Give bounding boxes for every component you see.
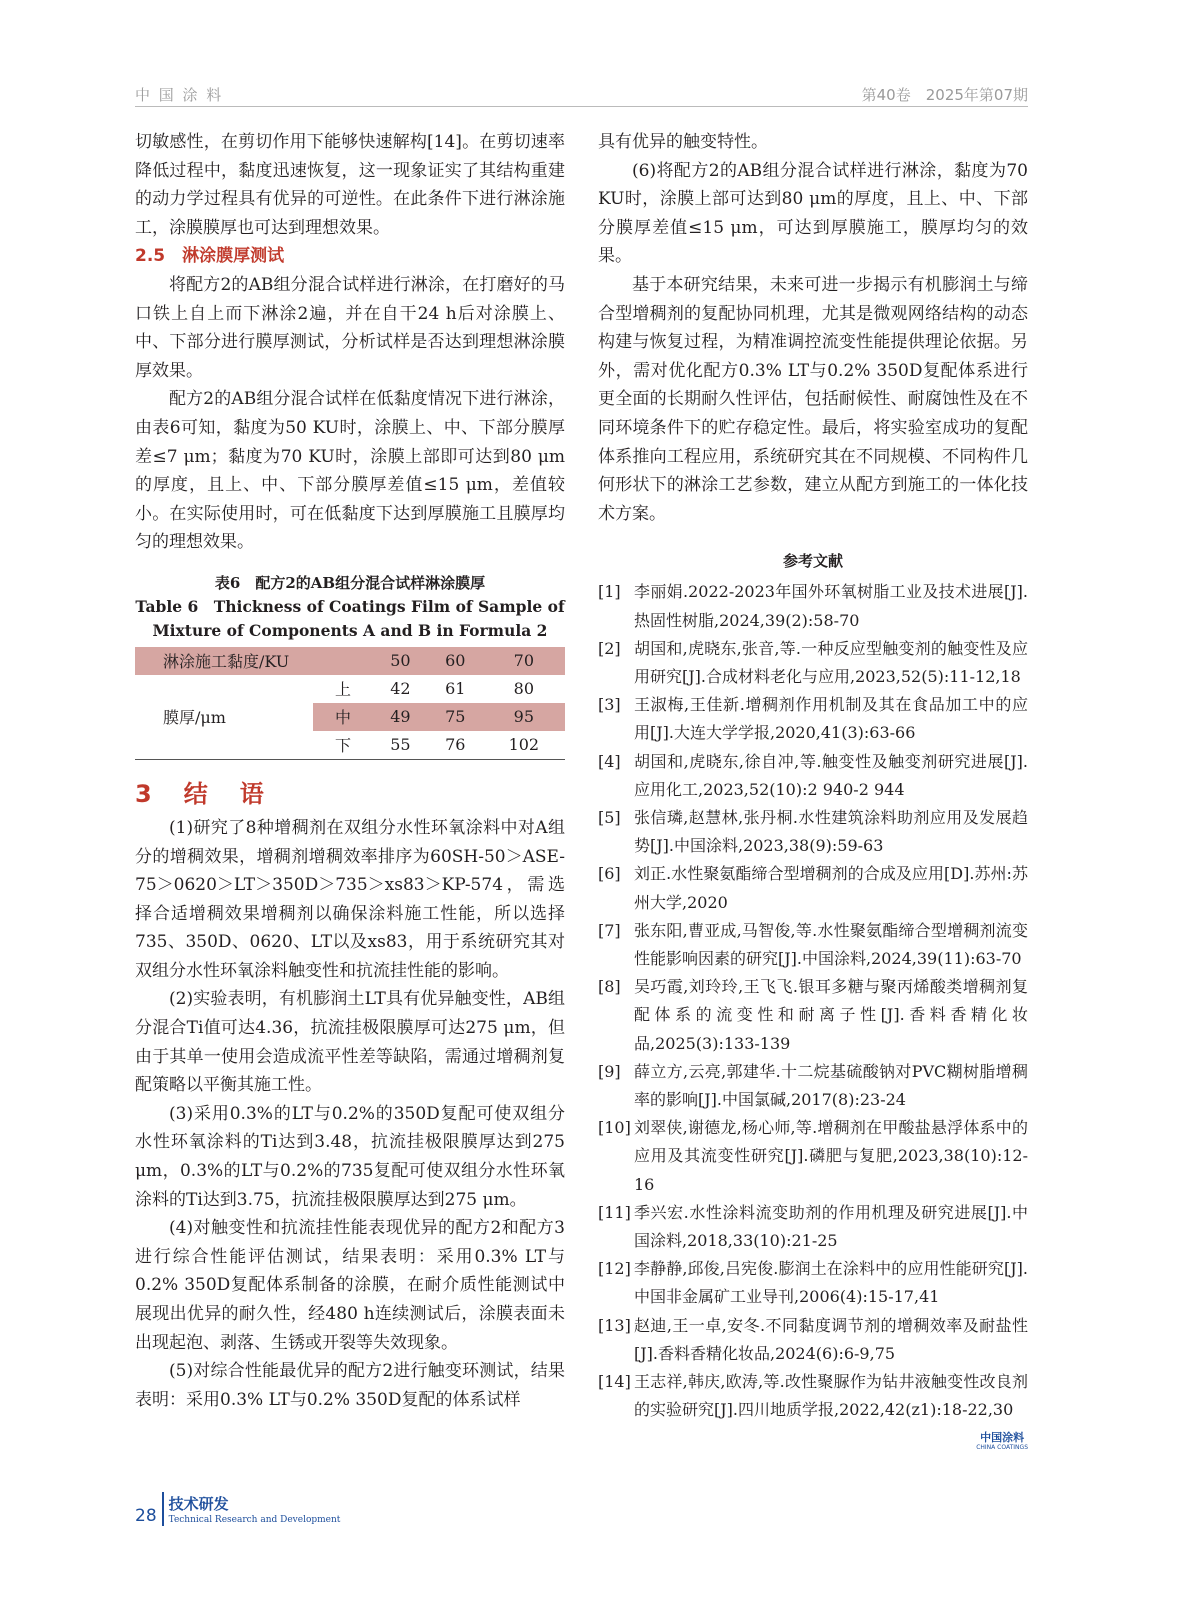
- table-header-row: [135, 647, 565, 675]
- row-label: 膜厚/μm: [163, 708, 226, 728]
- left-column-top: [135, 128, 565, 557]
- reference-number: [11]: [598, 1202, 631, 1222]
- paragraph: 具有优异的触变特性。: [598, 132, 768, 152]
- reference-number: [8]: [598, 977, 621, 997]
- issue-info: 第40卷 2025年第07期: [861, 86, 1028, 104]
- position-cell: 中: [313, 703, 373, 731]
- reference-number: [12]: [598, 1259, 631, 1279]
- page-number: 28: [135, 1506, 157, 1527]
- reference-text: 吴巧霞,刘玲玲,王飞飞.银耳多糖与聚丙烯酸类增稠剂复配体系的流变性和耐离子性[J].香料香精化妆品,2025(3):133-139: [634, 977, 1028, 1053]
- left-column-bottom: [135, 814, 565, 1414]
- reference-number: [2]: [598, 638, 621, 658]
- paragraph: 基于本研究结果，未来可进一步揭示有机膨润土与缔合型增稠剂的复配协同机理，尤其是微观网络结构的动态构建与恢复过程，为精准调控流变性能提供理论依据。另外，需对优化配方0.3% LT与0.2% 350D复配体系进行更全面的长期耐久性评估，包括耐候性、耐腐蚀性及在不同环境条件下的贮存稳定性。最后，将实验室成功的复配体系推向工程应用，系统研究其在不同规模、不同构件几何形状下的淋涂工艺参数，建立从配方到施工的一体化技术方案。: [598, 274, 1028, 524]
- table-cell: 76: [445, 735, 466, 755]
- reference-number: [3]: [598, 695, 621, 715]
- reference-number: [13]: [598, 1315, 631, 1335]
- reference-number: [14]: [598, 1372, 631, 1391]
- reference-number: [5]: [598, 807, 621, 827]
- section-name-cn: 技术研发: [168, 1495, 229, 1514]
- reference-number: [1]: [598, 582, 621, 602]
- reference-text: 王志祥,韩庆,欧涛,等.改性聚脲作为钻井液触变性改良剂的实验研究[J].四川地质学报,2022,42(z1):18-22,30: [634, 1372, 1028, 1420]
- paragraph: 切敏感性，在剪切作用下能够快速解构[14]。在剪切速率降低过程中，黏度迅速恢复，这一现象证实了其结构重建的动力学过程具有优异的可逆性。在此条件下进行淋涂施工，涂膜膜厚也可达到理想效果。: [135, 132, 565, 238]
- reference-text: 胡国和,虎晓东,张音,等.一种反应型触变剂的触变性及应用研究[J].合成材料老化与应用,2023,52(5):11-12,18: [634, 638, 1028, 686]
- paragraph: (6)将配方2的AB组分混合试样进行淋涂，黏度为70 KU时，涂膜上部可达到80 μm的厚度，且上、中、下部分膜厚差值≤15 μm，可达到厚膜施工，膜厚均匀的效果。: [598, 160, 1028, 267]
- reference-text: 王淑梅,王佳新.增稠剂作用机制及其在食品加工中的应用[J].大连大学学报,2020,41(3):63-66: [634, 695, 1028, 743]
- reference-number: [6]: [598, 864, 621, 884]
- table-cell: 61: [445, 679, 466, 699]
- reference-item: [598, 860, 1028, 916]
- reference-text: 赵迪,王一卓,安冬.不同黏度调节剂的增稠效率及耐盐性[J].香料香精化妆品,2024(6):6-9,75: [634, 1315, 1028, 1363]
- table-cell: 95: [483, 703, 565, 731]
- reference-item: [598, 973, 1028, 1058]
- reference-text: 张信璘,赵慧林,张丹桐.水性建筑涂料助剂应用及发展趋势[J].中国涂料,2023,38(9):59-63: [634, 807, 1028, 856]
- reference-text: 刘翠侠,谢德龙,杨心师,等.增稠剂在甲酸盐悬浮体系中的应用及其流变性研究[J].磷肥与复肥,2023,38(10):12-16: [634, 1118, 1028, 1194]
- header-cell: 50: [373, 647, 428, 675]
- table-cell: 80: [513, 679, 535, 699]
- table-caption-en: Table 6 Thickness of Coatings Film of Sample of Mixture of Components A and B in Formula 2: [135, 596, 565, 640]
- left-column: [135, 128, 565, 1414]
- journal-name: 中 国 涂 料: [135, 86, 224, 104]
- footer: [135, 1492, 1187, 1586]
- position-cell: 上: [334, 680, 351, 700]
- china-coatings-logo: [976, 1432, 1028, 1452]
- position-cell: 下: [334, 736, 351, 756]
- logo-en: CHINA COATINGS: [976, 1444, 1028, 1452]
- paragraph: 配方2的AB组分混合试样在低黏度情况下进行淋涂，由表6可知，黏度为50 KU时，涂膜上、中、下部分膜厚差≤7 μm；黏度为70 KU时，涂膜上部即可达到80 μm的厚度，且上、中、下部分膜厚差值≤15 μm，差值较小。在实际使用时，可在低黏度下达到厚膜施工且膜厚均匀的理想效果。: [135, 389, 565, 553]
- reference-item: [598, 691, 1028, 747]
- table-cell: 75: [428, 703, 483, 731]
- table-cell: 49: [373, 703, 428, 731]
- thickness-table: [135, 647, 565, 760]
- reference-item: [598, 1368, 1028, 1424]
- references-title: 参考文献: [782, 552, 843, 571]
- footer-bar: [162, 1492, 164, 1526]
- table-row: [135, 675, 565, 703]
- paragraph: (1)研究了8种增稠剂在双组分水性环氧涂料中对A组分的增稠效果，增稠剂增稠效率排序为60SH-50＞ASE-75＞0620＞LT＞350D＞735＞xs83＞KP-574，需选择合适增稠效果增稠剂以确保涂料施工性能，所以选择735、350D、0620、LT以及xs83，用于系统研究其对双组分水性环氧涂料触变性和抗流挂性能的影响。: [135, 817, 565, 981]
- section-3-heading: 3 结 语: [135, 779, 268, 808]
- reference-number: [9]: [598, 1061, 621, 1081]
- reference-item: [598, 1058, 1028, 1114]
- header-cell: 70: [483, 647, 565, 675]
- section-name-en: Technical Research and Development: [168, 1515, 341, 1526]
- table-cell: 55: [390, 735, 411, 755]
- reference-item: [598, 1199, 1028, 1255]
- header-spacer: [313, 647, 373, 675]
- reference-item: [598, 1114, 1028, 1199]
- reference-number: [4]: [598, 751, 621, 771]
- reference-item: [598, 917, 1028, 973]
- paragraph: (5)对综合性能最优异的配方2进行触变环测试，结果表明：采用0.3% LT与0.2% 350D复配的体系试样: [135, 1361, 565, 1410]
- reference-text: 刘正.水性聚氨酯缔合型增稠剂的合成及应用[D].苏州:苏州大学,2020: [634, 864, 1028, 912]
- paragraph: (2)实验表明，有机膨润土LT具有优异触变性，AB组分混合Ti值可达4.36，抗流挂极限膜厚可达275 μm，但由于其单一使用会造成流平性差等缺陷，需通过增稠剂复配策略以平衡其施工性。: [135, 989, 565, 1096]
- reference-list: [598, 578, 1028, 1424]
- table-cell: 42: [390, 679, 411, 699]
- paragraph: (4)对触变性和抗流挂性能表现优异的配方2和配方3进行综合性能评估测试，结果表明：采用0.3% LT与0.2% 350D复配体系制备的涂膜，在耐介质性能测试中展现出优异的耐久性，经480 h连续测试后，涂膜表面未出现起泡、剥落、生锈或开裂等失效现象。: [135, 1218, 565, 1353]
- reference-item: [598, 635, 1028, 691]
- paragraph: (3)采用0.3%的LT与0.2%的350D复配可使双组分水性环氧涂料的Ti达到3.48，抗流挂极限膜厚达到275 μm，0.3%的LT与0.2%的735复配可使双组分水性环氧涂料的Ti达到3.75，抗流挂极限膜厚达到275 μm。: [135, 1103, 565, 1210]
- reference-item: [598, 1312, 1028, 1368]
- reference-text: 薛立方,云亮,郭建华.十二烷基硫酸钠对PVC糊树脂增稠率的影响[J].中国氯碱,2017(8):23-24: [634, 1061, 1028, 1109]
- logo-cn: 中国涂料: [980, 1431, 1025, 1445]
- reference-item: [598, 748, 1028, 804]
- header-cell: 60: [428, 647, 483, 675]
- reference-item: [598, 578, 1028, 634]
- section-heading-2-5: 2.5 淋涂膜厚测试: [135, 246, 285, 267]
- reference-text: 季兴宏.水性涂料流变助剂的作用机理及研究进展[J].中国涂料,2018,33(10):21-25: [634, 1202, 1028, 1250]
- reference-text: 李静静,邱俊,吕宪俊.膨润土在涂料中的应用性能研究[J].中国非金属矿工业导刊,2006(4):15-17,41: [634, 1259, 1028, 1307]
- reference-text: 胡国和,虎晓东,徐自冲,等.触变性及触变剂研究进展[J].应用化工,2023,52(10):2 940-2 944: [634, 751, 1028, 799]
- reference-text: 李丽娟.2022-2023年国外环氧树脂工业及技术进展[J].热固性树脂,2024,39(2):58-70: [634, 582, 1028, 630]
- reference-item: [598, 1255, 1028, 1311]
- header-label: 淋涂施工黏度/KU: [135, 647, 313, 675]
- paragraph: 将配方2的AB组分混合试样进行淋涂，在打磨好的马口铁上自上而下淋涂2遍，并在自干24 h后对涂膜上、中、下部分进行膜厚测试，分析试样是否达到理想淋涂膜厚效果。: [135, 274, 565, 381]
- reference-item: [598, 804, 1028, 860]
- table-caption-cn: 表6 配方2的AB组分混合试样淋涂膜厚: [214, 573, 486, 592]
- reference-text: 张东阳,曹亚成,马智俊,等.水性聚氨酯缔合型增稠剂流变性能影响因素的研究[J].中国涂料,2024,39(11):63-70: [634, 920, 1028, 968]
- right-column-top: [598, 128, 1028, 528]
- body-columns: [135, 0, 1028, 1452]
- right-column: [598, 128, 1028, 1452]
- table-cell: 102: [508, 735, 540, 755]
- reference-number: [10]: [598, 1118, 631, 1138]
- reference-number: [7]: [598, 920, 621, 940]
